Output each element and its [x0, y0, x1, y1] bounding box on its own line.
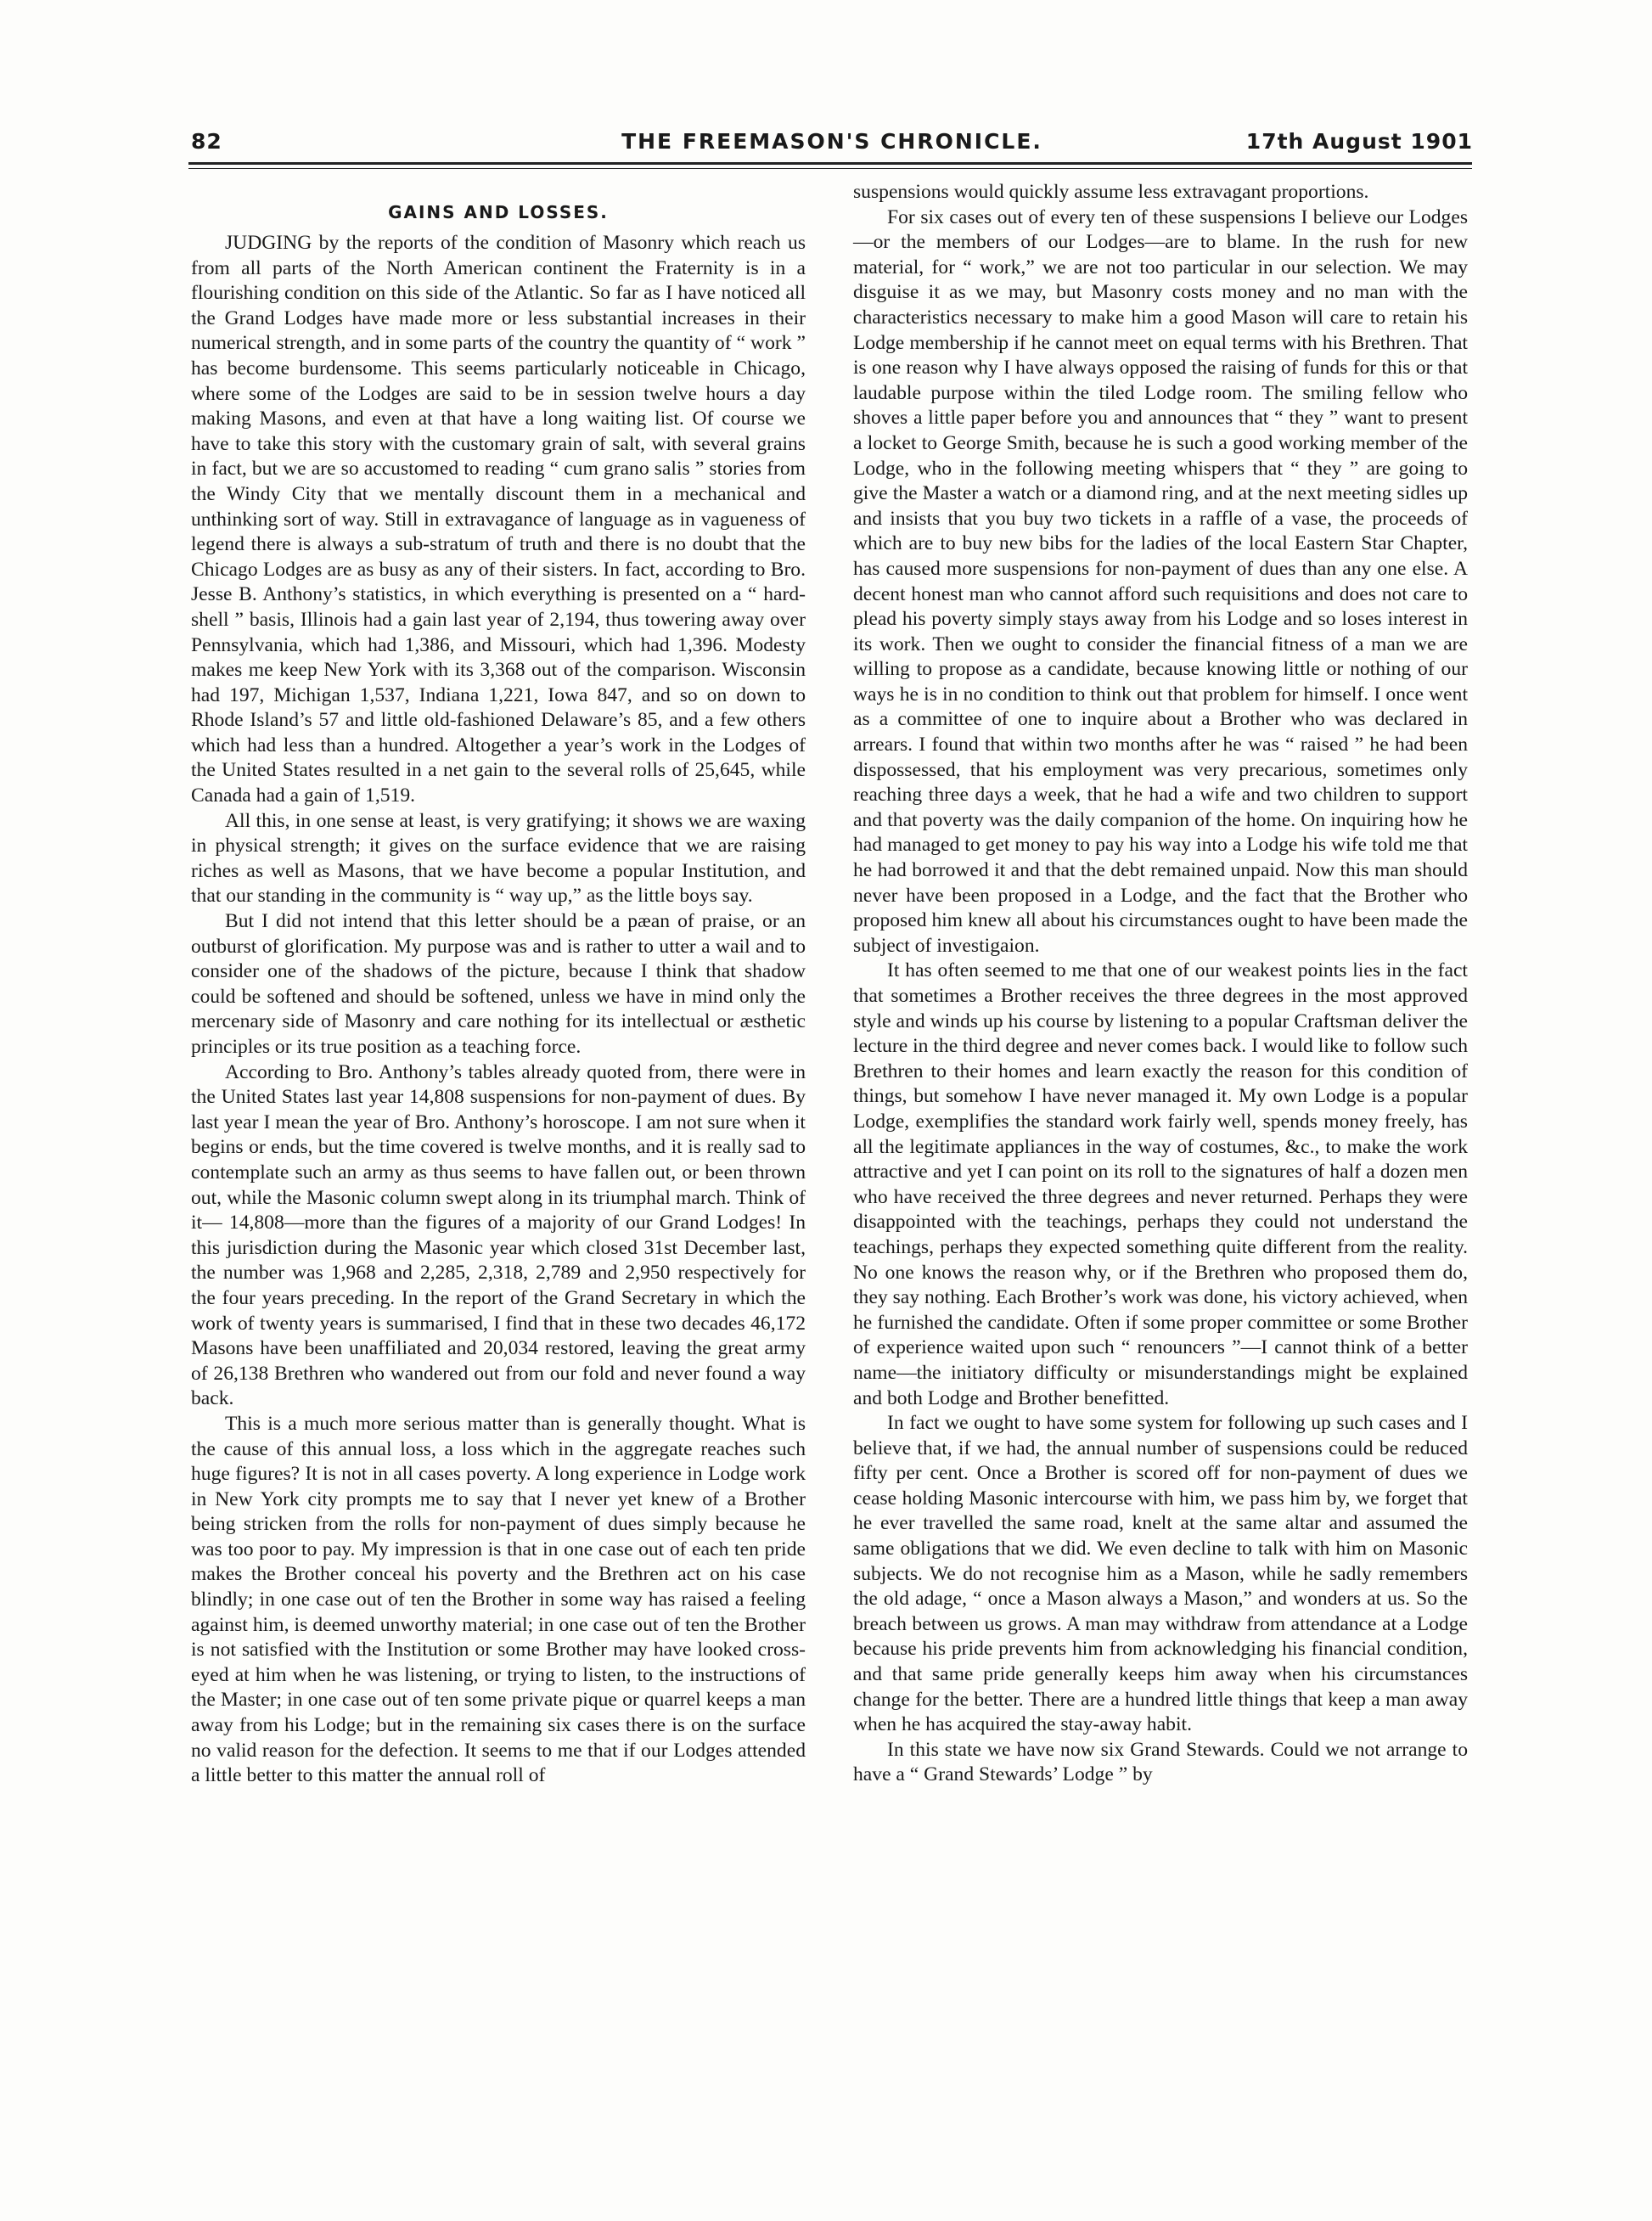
right-column — [853, 180, 1468, 1788]
publication-title: THE FREEMASON'S CHRONICLE. — [621, 129, 1042, 154]
paragraph: But I did not intend that this letter should be a pæan of praise, or an outburst of glorification. My purpose was and is rather to utter a wail and to consider one of the shadows of the picture, because I think that shadow could be softened and should be softened, unless we have in mind only the mercenary side of Masonry and care nothing for its intellectual or æsthetic principles or its true position as a teaching force. — [191, 910, 806, 1058]
issue-date: 17th August 1901 — [1245, 129, 1473, 154]
header-rule-thick — [188, 162, 1472, 165]
paragraph: In fact we ought to have some system for following up such cases and I believe that, if we had, the annual number of suspensions could be reduced fifty per cent. Once a Brother is scored off for non-payment of dues we cease holding Masonic intercourse with him, we pass him by, we forget that he ever travelled the same road, knelt at the same altar and assumed the same obligations that we did. We even decline to talk with him on Masonic subjects. We do not recognise him as a Mason, while he sadly remembers the old adage, “ once a Mason always a Mason,” and wonders at us. So the breach between us grows. A man may withdraw from attendance at a Lodge because his pride prevents him from acknowledging his financial condition, and that same pride generally keeps him away when his circumstances change for the better. There are a hundred little things that keep a man away when he has acquired the stay-away habit. — [853, 1412, 1468, 1736]
left-column — [191, 180, 806, 1789]
paragraph: In this state we have now six Grand Stewards. Could we not arrange to have a “ Grand Stewards’ Lodge ” by — [853, 1738, 1468, 1786]
header-rule-thin — [188, 168, 1472, 169]
paragraph: This is a much more serious matter than is generally thought. What is the cause of this annual loss, a loss which in the aggregate reaches such huge figures? It is not in all cases poverty. A long experience in Lodge work in New York city prompts me to say that I never yet knew of a Brother being stricken from the rolls for non-payment of dues simply because he was too poor to pay. My impression is that in one case out of each ten pride makes the Brother conceal his poverty and the Brethren act on his case blindly; in one case out of ten the Brother in some way has raised a feeling against him, is deemed unworthy material; in one case out of ten the Brother is not satisfied with the Institution or some Brother may have looked cross-eyed at him when he was listening, or trying to listen, to the instructions of the Master; in one case out of ten some private pique or quarrel keeps a man away from his Lodge; but in the remaining six cases there is on the surface no valid reason for the defection. It seems to me that if our Lodges attended a little better to this matter the annual roll of — [191, 1412, 806, 1787]
paragraph: All this, in one sense at least, is very gratifying; it shows we are waxing in physical strength; it gives on the surface evidence that we are raising riches as well as Masons, that we have become a popular Institution, and that our standing in the community is “ way up,” as the little boys say. — [191, 809, 806, 908]
paragraph: JUDGING by the reports of the condition of Masonry which reach us from all parts of the North American continent the Fraternity is in a flourishing condition on this side of the Atlantic. So far as I have noticed all the Grand Lodges have made more or less substantial increases in their numerical strength, and in some parts of the country the quantity of “ work ” has become burdensome. This seems particularly noticeable in Chicago, where some of the Lodges are said to be in session twelve hours a day making Masons, and even at that have a long waiting list. Of course we have to take this story with the customary grain of salt, with several grains in fact, but we are so accustomed to reading “ cum grano salis ” stories from the Windy City that we mentally discount them in a mechanical and unthinking sort of way. Still in extravagance of language as in vagueness of legend there is always a sub-stratum of truth and there is no doubt that the Chicago Lodges are as busy as any of their sisters. In fact, according to Bro. Jesse B. Anthony’s statistics, in which everything is presented on a “ hard-shell ” basis, Illinois had a gain last year of 2,194, thus towering away over Pennsylvania, which had 1,386, and Missouri, which had 1,396. Modesty makes me keep New York with its 3,368 out of the comparison. Wisconsin had 197, Michigan 1,537, Indiana 1,221, Iowa 847, and so on down to Rhode Island’s 57 and little old-fashioned Delaware’s 85, and a few others which had less than a hundred. Altogether a year’s work in the Lodges of the United States resulted in a net gain to the several rolls of 25,645, while Canada had a gain of 1,519. — [191, 232, 806, 807]
paragraph: For six cases out of every ten of these suspensions I believe our Lodges—or the members of our Lodges—are to blame. In the rush for new material, for “ work,” we are not too particular in our selection. We may disguise it as we may, but Masonry costs money and no man with the characteristics necessary to make him a good Mason will care to retain his Lodge membership if he cannot meet on equal terms with his Brethren. That is one reason why I have always opposed the raising of funds for this or that laudable purpose within the tiled Lodge room. The smiling fellow who shoves a little paper before you and announces that “ they ” want to present a locket to George Smith, because he is such a good working member of the Lodge, who in the following meeting whispers that “ they ” are going to give the Master a watch or a diamond ring, and at the next meeting sidles up and insists that you buy two tickets in a raffle of a vase, the proceeds of which are to buy new bibs for the ladies of the local Eastern Star Chapter, has caused more suspensions for non-payment of dues than any one else. A decent honest man who cannot afford such requisitions and does not care to plead his poverty simply stays away from his Lodge and so loses interest in its work. Then we ought to consider the financial fitness of a man we are willing to propose as a candidate, because knowing little or nothing of our ways he is in no condition to think out that problem for himself. I once went as a committee of one to inquire about a Brother who was declared in arrears. I found that within two months after he was “ raised ” he had been dispossessed, that his employment was very precarious, sometimes only reaching three days a week, that he had a wife and two children to support and that poverty was the daily companion of the home. On inquiring how he had managed to get money to pay his way into a Lodge his wife told me that he had borrowed it and that the debt remained unpaid. Now this man should never have been proposed in a Lodge, and the fact that the Brother who proposed him knew all about his circumstances ought to have been made the subject of investigaion. — [853, 205, 1468, 957]
paragraph-continued: suspensions would quickly assume less extravagant proportions. — [853, 181, 1369, 203]
page-number: 82 — [191, 129, 222, 154]
paragraph: According to Bro. Anthony’s tables already quoted from, there were in the United States last year 14,808 suspensions for non-payment of dues. By last year I mean the year of Bro. Anthony’s horoscope. I am not sure when it begins or ends, but the time covered is twelve months, and it is really sad to contemplate such an army as thus seems to have fallen out, or been thrown out, while the Masonic column swept along in its triumphal march. Think of it— 14,808—more than the figures of a majority of our Grand Lodges! In this jurisdiction during the Masonic year which closed 31st December last, the number was 1,968 and 2,285, 2,318, 2,789 and 2,950 respectively for the four years preceding. In the report of the Grand Secretary in which the work of twenty years is summarised, I find that in these two decades 46,172 Masons have been unaffiliated and 20,034 restored, leaving the great army of 26,138 Brethren who wandered out from our fold and never found a way back. — [191, 1060, 806, 1410]
page-header — [191, 126, 1473, 160]
paragraph: It has often seemed to me that one of our weakest points lies in the fact that sometimes a Brother receives the three degrees in the most approved style and winds up his course by listening to a popular Craftsman deliver the lecture in the third degree and never comes back. I would like to follow such Brethren to their homes and learn exactly the reason for this condition of things, but somehow I have never managed it. My own Lodge is a popular Lodge, exemplifies the standard work fairly well, spends money freely, has all the legitimate appliances in the way of costumes, &c., to make the work attractive and yet I can point on its roll to the signatures of half a dozen men who have received the three degrees and never returned. Perhaps they were disappointed with the teachings, perhaps they could not understand the teachings, perhaps they expected something quite different from the reality. No one knows the reason why, or if the Brethren who proposed them do, they say nothing. Each Brother’s work was done, his victory achieved, when he furnished the candidate. Often if some proper committee or some Brother of experience waited upon such “ renouncers ”—I cannot think of a better name—the initiatory difficulty or misunderstandings might be explained and both Lodge and Brother benefitted. — [853, 959, 1468, 1409]
article-title: GAINS AND LOSSES. — [388, 202, 609, 222]
